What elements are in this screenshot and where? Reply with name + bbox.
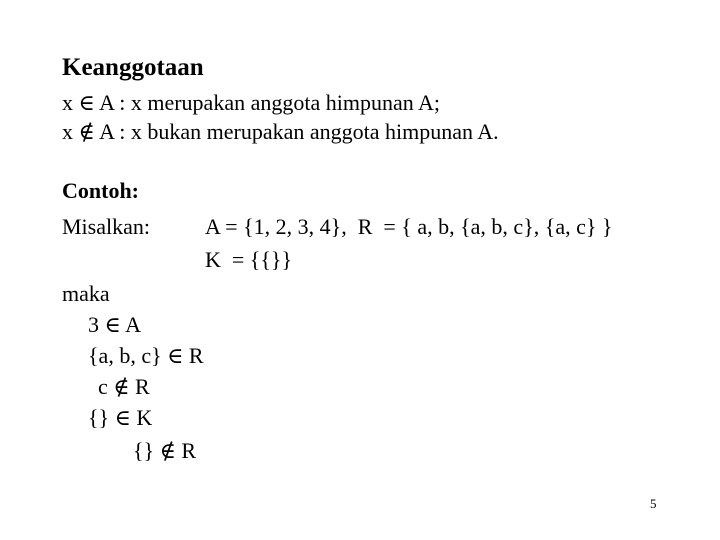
then-label: maka xyxy=(62,281,110,306)
result-line: c ∉ R xyxy=(98,374,150,399)
slide-title: Keanggotaan xyxy=(62,54,204,81)
page-number: 5 xyxy=(650,496,657,511)
result-line: {} ∈ K xyxy=(88,405,153,430)
result-line: {} ∉ R xyxy=(133,438,197,463)
definition-member: x ∈ A : x merupakan anggota himpunan A; xyxy=(62,90,441,115)
set-definition-K: K = {{}} xyxy=(205,247,293,272)
example-heading: Contoh: xyxy=(62,178,140,203)
suppose-label: Misalkan: xyxy=(62,214,150,239)
result-line: {a, b, c} ∈ R xyxy=(88,343,204,368)
set-definitions-A-R: A = {1, 2, 3, 4}, R = { a, b, {a, b, c}, {a, c} } xyxy=(205,214,613,239)
result-line: 3 ∈ A xyxy=(88,312,141,337)
definition-non-member: x ∉ A : x bukan merupakan anggota himpunan A. xyxy=(62,119,499,144)
